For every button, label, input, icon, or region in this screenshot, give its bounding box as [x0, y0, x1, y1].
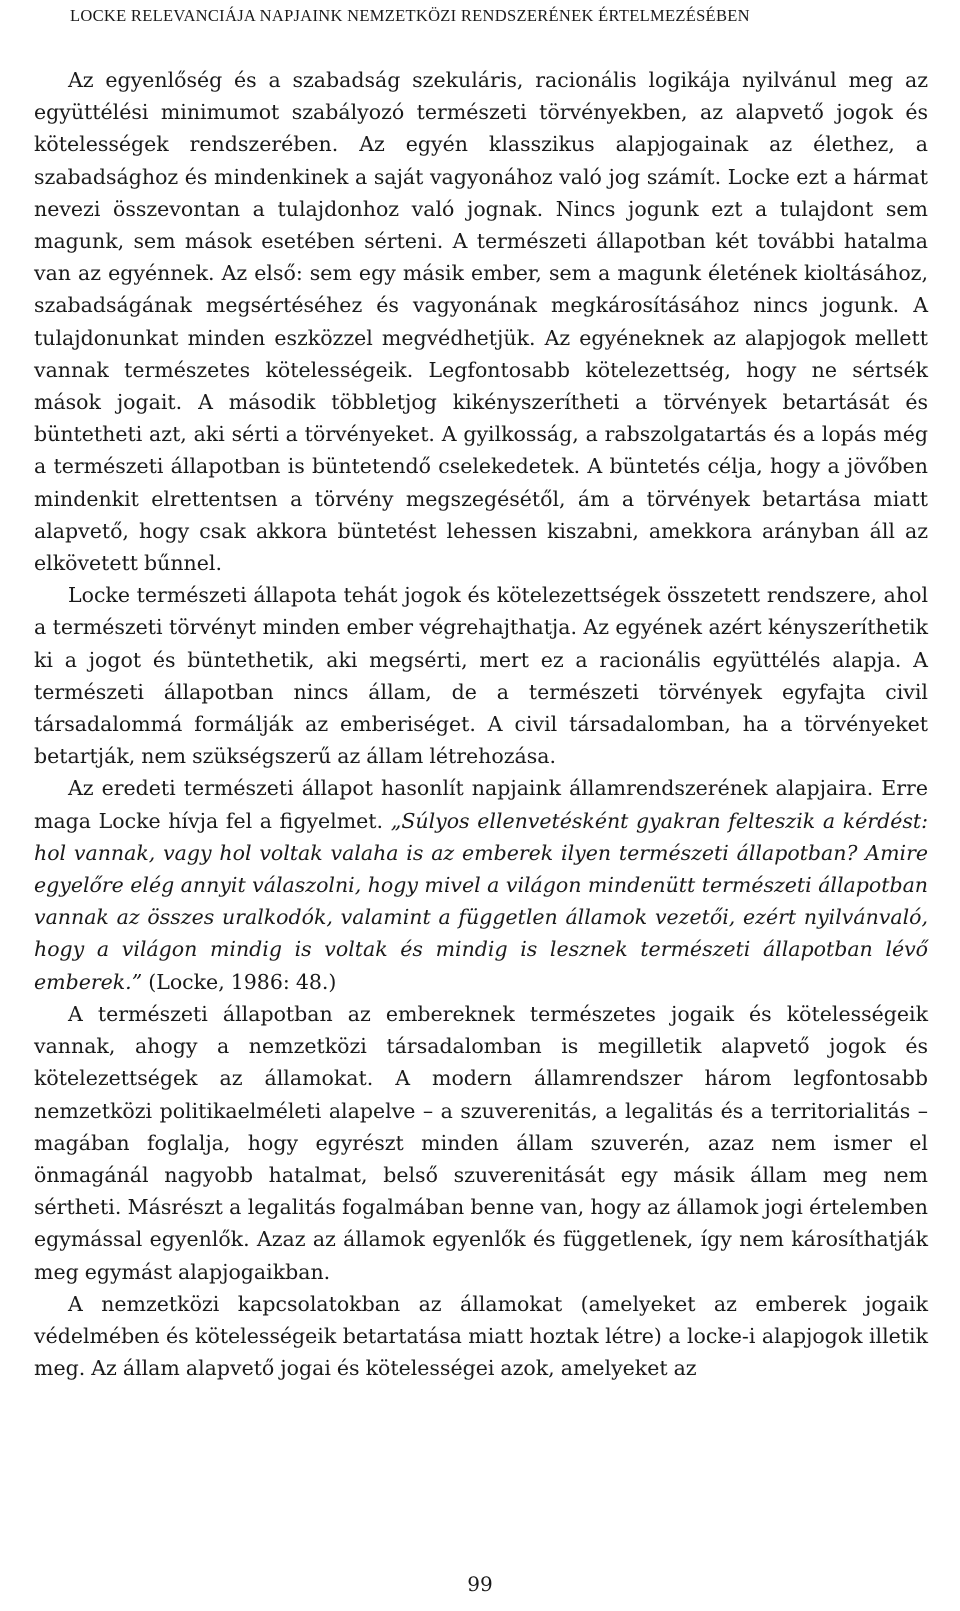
- running-header: LOCKE RELEVANCIÁJA NAPJAINK NEMZETKÖZI RENDSZERÉNEK ÉRTELMEZÉSÉBEN: [70, 6, 750, 25]
- paragraph-3-intro: Az eredeti természeti állapot hasonlít napjaink államrendszerének alapjaira. Erre maga Locke hívja fel a figyelmet.: [34, 776, 928, 833]
- paragraph-5: A nemzetközi kapcsolatokban az államokat (amelyeket az emberek jogaik védelmében és kötelességeik betartatása miatt hoztak létre) a locke-i alapjogok illetik meg. Az állam alapvető jogai és kötelességei azok, amelyeket az: [34, 1291, 928, 1381]
- page-number: 99: [467, 1572, 493, 1596]
- locke-quote: „Súlyos ellenvetésként gyakran felteszik a kérdést: hol vannak, vagy hol voltak valaha is az emberek ilyen természeti állapotban? Amire egyelőre elég annyit válaszolni, hogy mivel a világon mindenütt természeti állapotban vannak az összes uralkodók, valamint a független államok vezetői, ezért nyilvánvaló, hogy a világon mindig is voltak és mindig is lesznek természeti állapotban lévő emberek.”: [34, 808, 929, 994]
- body-text: [34, 64, 928, 1384]
- paragraph-4: A természeti állapotban az embereknek természetes jogaik és kötelességeik vannak, ahogy a nemzetközi társadalomban is megilletik alapvető jogok és kötelezettségek az államokat. A modern államrendszer három legfontosabb nemzetközi politikaelméleti alapelve – a szuverenitás, a legalitás és a territorialitás – magában foglalja, hogy egyrészt minden állam szuverén, azaz nem ismer el önmagánál nagyobb hatalmat, belső szuverenitását egy másik állam meg nem sértheti. Másrészt a legalitás fogalmában benne van, hogy az államok jogi értelemben egymással egyenlők. Azaz az államok egyenlők és függetlenek, így nem károsíthatják meg egymást alapjogaikban.: [34, 1001, 928, 1284]
- paragraph-2: Locke természeti állapota tehát jogok és kötelezettségek összetett rendszere, ahol a természeti törvényt minden ember végrehajthatja. Az egyének azért kényszeríthetik ki a jogot és büntethetik, aki megsérti, mert ez a racionális együttélés alapja. A természeti állapotban nincs állam, de a természeti törvények egyfajta civil társadalommá formálják az emberiséget. A civil társadalomban, ha a törvényeket betartják, nem szükségszerű az állam létrehozása.: [34, 583, 928, 769]
- quote-citation: (Locke, 1986: 48.): [142, 969, 337, 994]
- paragraph-3: [34, 772, 928, 997]
- paragraph-1: Az egyenlőség és a szabadság szekuláris, racionális logikája nyilvánul meg az együttélési minimumot szabályozó természeti törvényekben, az alapvető jogok és kötelességek rendszerében. Az egyén klasszikus alapjogainak az élethez, a szabadsághoz és mindenkinek a saját vagyonához való jog számít. Locke ezt a hármat nevezi összevontan a tulajdonhoz való jognak. Nincs jogunk ezt a tulajdont sem magunk, sem mások esetében sérteni. A természeti állapotban két további hatalma van az egyénnek. Az első: sem egy másik ember, sem a magunk életének kioltásához, szabadságának megsértéséhez és vagyonának megkárosításához nincs jogunk. A tulajdonunkat minden eszközzel megvédhetjük. Az egyéneknek az alapjogok mellett vannak természetes kötelességeik. Legfontosabb kötelezettség, hogy ne sértsék mások jogait. A második többletjog kikényszerítheti a törvények betartását és büntetheti azt, aki sérti a törvényeket. A gyilkosság, a rabszolgatartás és a lopás még a természeti állapotban is büntetendő cselekedetek. A büntetés célja, hogy a jövőben mindenkit elrettentsen a törvény megszegésétől, ám a törvények betartása miatt alapvető, hogy csak akkora büntetést lehessen kiszabni, amekkora arányban áll az elkövetett bűnnel.: [34, 68, 928, 576]
